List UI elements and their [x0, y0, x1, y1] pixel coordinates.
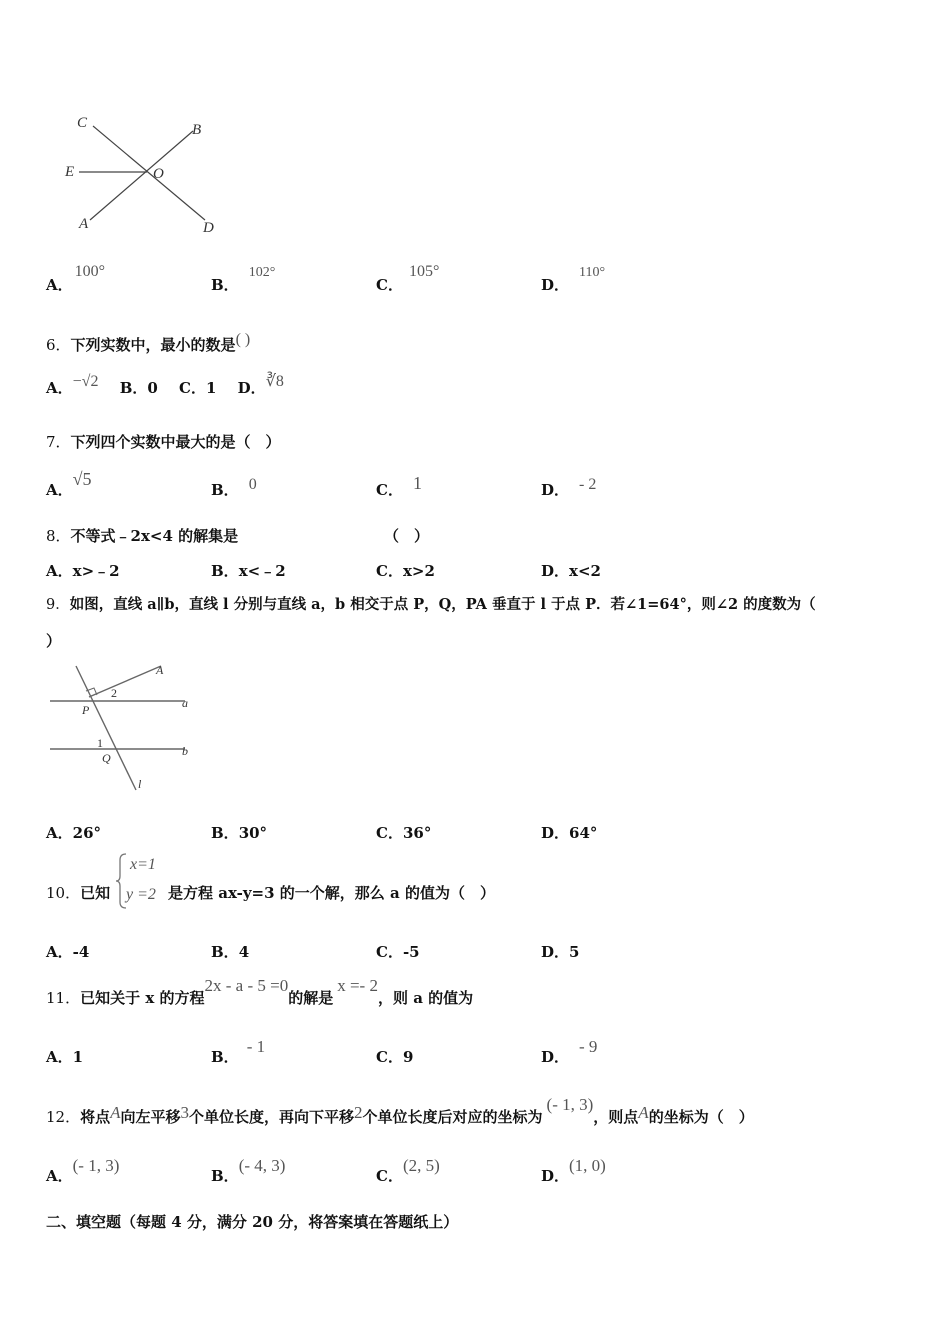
question-text: 下列四个实数中最大的是（ ）: [70, 433, 281, 451]
fig-label-q: Q: [102, 751, 111, 765]
question-text-pre: 已知关于 x 的方程: [80, 989, 205, 1007]
option-value: 4: [238, 943, 250, 961]
option-letter: D．: [541, 481, 570, 499]
option-letter: C．: [376, 276, 403, 294]
question-number: 9．: [46, 597, 70, 613]
q9-option-b[interactable]: [211, 822, 267, 843]
label-e: E: [65, 164, 75, 180]
q10-option-d[interactable]: [541, 941, 579, 962]
option-letter: C．: [376, 824, 403, 842]
fig-label-b-line: b: [182, 744, 188, 758]
option-value: (- 1, 3): [72, 1156, 120, 1175]
option-value: (1, 0): [569, 1156, 606, 1175]
q8-option-a[interactable]: [46, 560, 120, 581]
question-6: [46, 331, 251, 355]
option-letter: A．: [46, 379, 73, 397]
q7-option-b[interactable]: [211, 476, 257, 500]
question-10-number: [46, 882, 110, 903]
point-a: A: [110, 1103, 121, 1122]
q8-option-d[interactable]: [541, 560, 601, 581]
option-value: x<2: [569, 562, 601, 580]
q10-option-c[interactable]: [376, 941, 420, 962]
equation: 2x - a - 5 =0: [204, 976, 289, 995]
option-letter: C．: [376, 1167, 403, 1185]
question-text-pre: 已知: [80, 884, 111, 902]
label-o: O: [153, 166, 164, 182]
option-value: 0: [248, 476, 257, 493]
option-value: 110°: [579, 265, 606, 280]
option-value: 102°: [248, 265, 276, 280]
option-letter: C．: [376, 481, 403, 499]
option-letter: D．: [541, 1048, 570, 1066]
fig-label-p: P: [82, 703, 90, 717]
option-letter: A．: [46, 276, 73, 294]
question-text-mid: 的解是: [288, 989, 334, 1007]
option-value: x<﹣2: [238, 562, 286, 580]
option-letter: C．: [179, 379, 206, 397]
solution: x =- 2: [337, 976, 378, 995]
question-text: 如图，直线 a∥b，直线 l 分别与直线 a，b 相交于点 P，Q，PA 垂直于 l 于点 P．若∠1=64°，则∠2 的度数为（: [69, 596, 816, 613]
option-letter: B．: [119, 379, 148, 397]
option-value: 9: [402, 1048, 414, 1066]
option-value: - 2: [579, 476, 597, 493]
question-text: ，则点: [593, 1108, 639, 1126]
question-8: [46, 525, 238, 546]
option-value: - 1: [246, 1037, 266, 1056]
question-text-post: ，则 a 的值为: [377, 989, 474, 1007]
q6-options: [46, 373, 284, 398]
option-letter: A．: [46, 481, 73, 499]
option-value: 1: [72, 1048, 84, 1066]
label-a: A: [79, 216, 89, 232]
question-number: 12．: [46, 1108, 81, 1126]
option-value: 26°: [72, 824, 102, 842]
option-letter: B．: [211, 1048, 239, 1066]
option-letter: B．: [211, 562, 239, 580]
question-9: [46, 593, 816, 614]
q5-option-d[interactable]: [541, 265, 606, 295]
question-text: 个单位长度后对应的坐标为: [362, 1108, 543, 1126]
option-letter: D．: [541, 943, 570, 961]
q6-option-d[interactable]: [237, 373, 284, 397]
fig-label-a-line: a: [182, 696, 188, 710]
question-text: 下列实数中，最小的数是: [70, 336, 236, 354]
option-letter: B．: [211, 276, 239, 294]
q12-option-d[interactable]: [541, 1156, 606, 1186]
option-value: 1: [412, 473, 422, 493]
parallel-lines-figure: [45, 660, 205, 795]
option-letter: B．: [211, 481, 239, 499]
option-letter: B．: [211, 824, 239, 842]
section-heading: 二、填空题（每题 4 分，满分 20 分，将答案填在答题纸上）: [46, 1213, 459, 1231]
q5-option-b[interactable]: [211, 265, 276, 295]
q11-option-d[interactable]: [541, 1037, 598, 1067]
option-letter: A．: [46, 1048, 73, 1066]
option-letter: D．: [541, 1167, 570, 1185]
system-line-1: x=1: [130, 856, 156, 873]
q12-option-a[interactable]: [46, 1156, 120, 1186]
option-value: x>﹣2: [72, 562, 120, 580]
q7-option-d[interactable]: [541, 476, 597, 500]
option-letter: C．: [376, 1048, 403, 1066]
q7-option-a[interactable]: [46, 469, 92, 500]
q5-option-a[interactable]: [46, 263, 106, 295]
fig-label-a-point: A: [156, 663, 164, 677]
system-line-2: y =2: [126, 886, 156, 903]
option-letter: C．: [376, 943, 403, 961]
fig-label-angle-1: 1: [97, 736, 103, 750]
question-9-cont: ）: [46, 632, 62, 650]
result-coordinate: (- 1, 3): [546, 1095, 594, 1114]
q10-option-b[interactable]: [211, 941, 249, 962]
question-text: 的坐标为（ ）: [648, 1108, 754, 1126]
q6-option-a[interactable]: [46, 373, 99, 397]
question-11: [46, 976, 474, 1008]
q9-option-d[interactable]: [541, 822, 597, 843]
option-value: 105°: [408, 263, 440, 280]
option-value: x>2: [402, 562, 435, 580]
q10-option-a[interactable]: [46, 941, 89, 962]
angle-figure: [55, 108, 235, 238]
answer-paren: ( ): [235, 331, 251, 348]
option-value: 1: [206, 379, 217, 397]
q9-option-a[interactable]: [46, 822, 101, 843]
option-letter: A．: [46, 1167, 73, 1185]
q6-option-c[interactable]: [179, 379, 216, 397]
fig-label-angle-2: 2: [111, 686, 117, 700]
question-12: [46, 1095, 754, 1127]
question-text: 不等式﹣2x<4 的解集是: [70, 527, 239, 545]
option-letter: A．: [46, 824, 73, 842]
option-value: 0: [147, 379, 158, 397]
question-text: 向左平移: [120, 1108, 181, 1126]
question-number: 11．: [46, 989, 81, 1007]
q5-option-c[interactable]: [376, 263, 440, 295]
option-value: 100°: [74, 263, 106, 280]
question-text: 将点: [80, 1108, 111, 1126]
q6-option-b[interactable]: [120, 379, 158, 397]
option-value: √5: [72, 469, 92, 489]
option-letter: D．: [541, 824, 570, 842]
fig-label-l: l: [138, 777, 142, 791]
option-letter: D．: [237, 379, 266, 397]
option-value: (2, 5): [402, 1156, 440, 1175]
option-letter: C．: [376, 562, 403, 580]
q11-option-b[interactable]: [211, 1037, 266, 1067]
option-value: ∛8: [265, 373, 284, 390]
q11-option-a[interactable]: [46, 1046, 83, 1067]
question-text: 个单位长度，再向下平移: [189, 1108, 355, 1126]
option-value: −√2: [72, 373, 99, 390]
option-value: (- 4, 3): [238, 1156, 286, 1175]
q8-option-c[interactable]: [376, 560, 435, 581]
option-letter: A．: [46, 562, 73, 580]
option-value: - 9: [579, 1037, 598, 1056]
q8-option-b[interactable]: [211, 560, 286, 581]
question-number: 6．: [46, 336, 71, 354]
q12-option-c[interactable]: [376, 1156, 440, 1186]
option-letter: B．: [211, 943, 239, 961]
label-c: C: [77, 115, 88, 131]
point-a: A: [638, 1103, 649, 1122]
label-d: D: [203, 220, 214, 236]
q7-option-c[interactable]: [376, 473, 422, 500]
shift-left-amount: 3: [180, 1103, 190, 1122]
answer-paren: （ ）: [384, 527, 430, 545]
option-value: 64°: [569, 824, 598, 842]
question-number: 8．: [46, 527, 71, 545]
question-7: [46, 431, 281, 452]
option-letter: B．: [211, 1167, 239, 1185]
shift-down-amount: 2: [354, 1103, 363, 1122]
option-value: -4: [72, 943, 90, 961]
option-value: 36°: [402, 824, 432, 842]
question-number: 10．: [46, 884, 81, 902]
question-10-text: 是方程 ax-y=3 的一个解，那么 a 的值为（ ）: [168, 884, 495, 902]
option-letter: A．: [46, 943, 73, 961]
option-value: 30°: [238, 824, 268, 842]
label-b: B: [192, 122, 202, 138]
q11-option-c[interactable]: [376, 1046, 413, 1067]
q9-option-c[interactable]: [376, 822, 431, 843]
option-letter: D．: [541, 276, 570, 294]
q12-option-b[interactable]: [211, 1156, 286, 1186]
option-value: -5: [402, 943, 420, 961]
option-letter: D．: [541, 562, 570, 580]
option-value: 5: [569, 943, 580, 961]
question-number: 7．: [46, 433, 71, 451]
